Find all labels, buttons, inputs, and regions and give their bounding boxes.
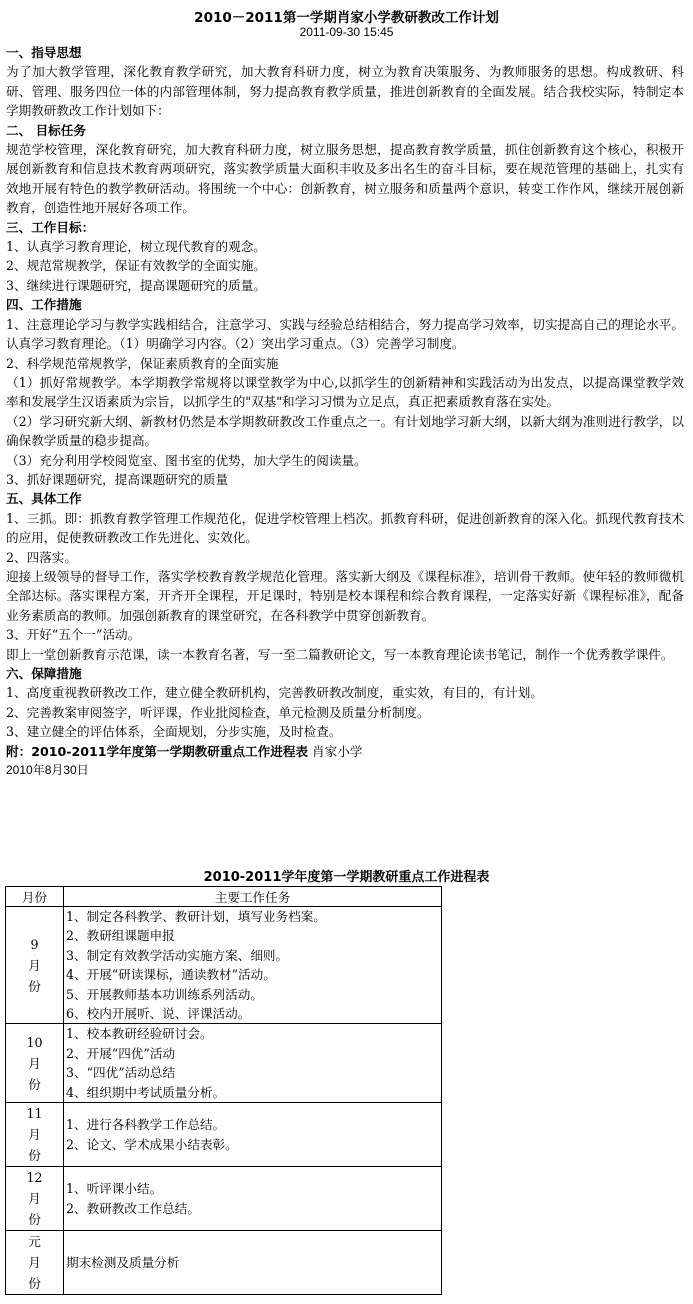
task-item: 4、组织期中考试质量分析。	[66, 1084, 226, 1100]
month-cell	[6, 907, 64, 1024]
appendix-school: 肖家小学	[308, 743, 363, 759]
paragraph: （2）学习研究新大纲、新教材仍然是本学期教研教改工作重点之一。有计划地学习新大纲，以新大纲为准则进行教学，以确保教学质量的稳步提高。	[6, 413, 684, 449]
tasks-cell	[64, 1024, 442, 1103]
task-item: 1、听评课小结。	[66, 1181, 163, 1197]
month-char: 份	[28, 1148, 41, 1164]
paragraph: 迎接上级领导的督导工作，落实学校教育教学规范化管理。落实新大纲及《课程标准》，培训骨干教师。使年轻的教师微机全部达标。落实课程方案，开齐开全课程，开足课时，特别是校本课程和综合教育课程，一定落实好新《课程标准》，配备业务素质高的教师。加强创新教育的课堂研究，在各科教学中贯穿创新教育。	[6, 568, 684, 623]
month-char: 9	[30, 936, 39, 952]
tasks-cell	[64, 1167, 442, 1231]
paragraph: 3、开好“五个一”活动。	[6, 627, 141, 643]
schedule-table-title: 2010-2011学年度第一学期教研重点工作进程表	[203, 870, 490, 885]
tasks-cell	[64, 1103, 442, 1167]
section-heading: 四、工作措施	[6, 297, 82, 313]
task-item: 2、论文、学术成果小结表彰。	[66, 1136, 238, 1152]
month-char: 份	[28, 1076, 41, 1092]
month-char: 月	[28, 1127, 41, 1143]
month-column-header: 月份	[6, 887, 64, 907]
schedule-table	[5, 886, 442, 1295]
paragraph: 3、继续进行课题研究，提高课题研究的质量。	[6, 277, 266, 293]
month-char: 月	[28, 1255, 41, 1271]
task-item: 1、校本教研经验研讨会。	[66, 1026, 213, 1042]
paragraph: 3、抓好课题研究，提高课题研究的质量	[6, 471, 229, 487]
task-item: 3、“四优”活动总结	[66, 1065, 176, 1081]
appendix-label: 附：2010-2011学年度第一学期教研重点工作进程表	[6, 743, 309, 759]
task-item: 5、开展教师基本功训练系列活动。	[66, 986, 263, 1002]
paragraph: 即上一堂创新教育示范课，读一本教育名著，写一至二篇教研论文，写一本教育理论读书笔记，制作一个优秀教学课件。	[6, 646, 674, 662]
paragraph: 1、三抓。即：抓教育教学管理工作规范化，促进学校管理上档次。抓教育科研，促进创新教育的深入化。抓现代教育技术的应用，促使教研教改工作先进化、实效化。	[6, 510, 684, 546]
section-heading: 六、保障措施	[6, 666, 82, 681]
month-cell	[6, 1024, 64, 1103]
table-row	[6, 907, 442, 1024]
task-item: 1、进行各科教学工作总结。	[66, 1117, 226, 1133]
appendix-date: 2010年8月30日	[6, 763, 89, 778]
paragraph: 2、四落实。	[6, 549, 77, 565]
table-row	[6, 1103, 442, 1167]
paragraph: 为了加大教学管理，深化教育教学研究，加大教育科研力度，树立为教育决策服务、为教师服务的思想。构成教研、科研、管理、服务四位一体的内部管理体制，努力提高教育教学质量，推进创新教育的全面发展。结合我校实际，特制定本学期教研教改工作计划如下：	[6, 64, 684, 119]
task-item: 2、教研组课题申报	[66, 928, 175, 944]
month-char: 10	[26, 1034, 43, 1050]
tasks-cell	[64, 907, 442, 1024]
paragraph: 规范学校管理，深化教育研究，加大教育科研力度，树立服务思想，提高教育教学质量，抓住创新教育这个核心，积极开展创新教育和信息技术教育两项研究，落实教学质量大面积丰收及多出名生的奋斗目标，要在规范管理的基础上，扎实有效地开展有特色的教学教研活动。将围统一个中心：创新教育，树立服务和质量两个意识，转变工作作风，继续开展创新教育，创造性地开展好各项工作。	[6, 142, 684, 216]
paragraph: 3、建立健全的评估体系，全面规划，分步实施，及时检查。	[6, 724, 342, 740]
publish-datetime: 2011-09-30 15:45	[299, 25, 394, 39]
schedule-header-row	[6, 887, 442, 907]
document-title: 2010－2011第一学期肖家小学教研教改工作计划	[194, 10, 499, 26]
paragraph: （1）抓好常规教学。本学期教学常规将以课堂教学为中心,以抓学生的创新精神和实践活动为出发点，以提高课堂教学效率和发展学生汉语素质为宗旨，以抓学生的"双基"和学习习惯为立足点，真正把素质教育落在实处。	[6, 374, 684, 410]
table-row	[6, 1231, 442, 1295]
task-item: 1、制定各科教学、教研计划，填写业务档案。	[66, 909, 326, 924]
paragraph: 1、注意理论学习与教学实践相结合，注意学习、实践与经验总结相结合，努力提高学习效率，切实提高自己的理论水平。认真学习教育理论。（1）明确学习内容。（2）突出学习重点。（3）完善学习制度。	[6, 316, 684, 352]
paragraph: 1、认真学习教育理论，树立现代教育的观念。	[6, 239, 266, 255]
task-item: 4、开展“研读课标，通读教材”活动。	[66, 967, 276, 983]
tasks-column-header: 主要工作任务	[64, 887, 442, 907]
month-cell	[6, 1167, 64, 1231]
paragraph: 1、高度重视教研教改工作，建立健全教研机构，完善教研教改制度，重实效，有目的，有计划。	[6, 685, 543, 701]
task-item: 期末检测及质量分析	[66, 1254, 180, 1270]
month-char: 份	[28, 978, 41, 994]
paragraph: 2、科学规范常规教学，保证素质教育的全面实施	[6, 355, 279, 371]
section-heading: 二、 目标任务	[6, 122, 86, 138]
month-char: 月	[28, 1055, 41, 1071]
month-char: 月	[28, 1191, 41, 1207]
section-heading: 三、工作目标：	[6, 219, 95, 235]
month-char: 元	[28, 1234, 41, 1250]
month-cell	[6, 1103, 64, 1167]
task-item: 2、开展“四优”活动	[66, 1045, 176, 1061]
month-char: 月	[28, 957, 41, 973]
month-char: 12	[26, 1170, 43, 1186]
paragraph: 2、完善教案审阅签字，听评课，作业批阅检查，单元检测及质量分析制度。	[6, 704, 430, 720]
section-heading: 五、具体工作	[6, 491, 82, 507]
table-row	[6, 1024, 442, 1103]
document-body	[6, 43, 684, 780]
month-cell	[6, 1231, 64, 1295]
table-row	[6, 1167, 442, 1231]
month-char: 份	[28, 1212, 41, 1228]
paragraph: 2、规范常规教学，保证有效教学的全面实施。	[6, 258, 266, 274]
tasks-cell	[64, 1231, 442, 1295]
month-char: 份	[28, 1276, 41, 1292]
month-char: 11	[26, 1106, 43, 1122]
appendix-line	[6, 742, 684, 761]
task-item: 6、校内开展听、说、评课活动。	[66, 1006, 251, 1022]
task-item: 3、制定有效教学活动实施方案、细则。	[66, 947, 289, 963]
task-item: 2、教研教改工作总结。	[66, 1200, 200, 1216]
section-heading: 一、指导思想	[6, 45, 82, 60]
paragraph: （3）充分利用学校阅览室、图书室的优势，加大学生的阅读量。	[6, 452, 367, 468]
